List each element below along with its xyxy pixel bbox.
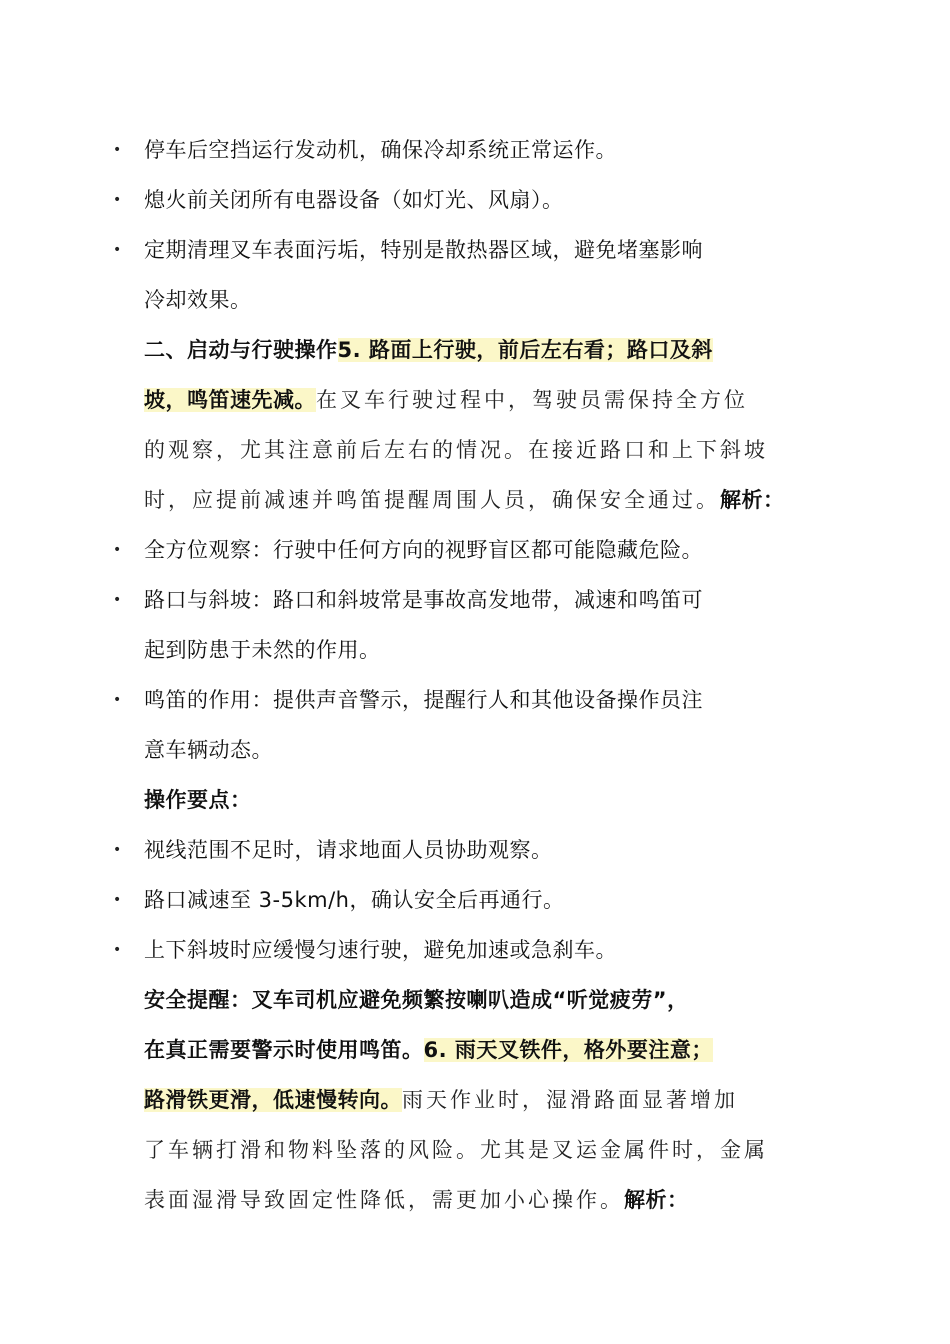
rule-6-highlight: 6. 雨天叉铁件，格外要注意；: [423, 1038, 713, 1062]
paragraph-text: 的观察，尤其注意前后左右的情况。在接近路口和上下斜坡: [144, 438, 768, 462]
list-item: 熄火前关闭所有电器设备（如灯光、风扇）。: [144, 188, 564, 212]
paragraph-line: [144, 475, 785, 525]
list-item-continuation: 冷却效果。: [144, 288, 252, 312]
rule-6-line: [144, 1075, 738, 1125]
rule-5-highlight-cont: 坡，鸣笛速先减。: [144, 388, 316, 412]
list-item: 鸣笛的作用：提供声音警示，提醒行人和其他设备操作员注: [144, 688, 703, 712]
rule-5-line: [144, 375, 748, 425]
safety-reminder-cont: 在真正需要警示时使用鸣笛。: [144, 1038, 424, 1062]
paragraph-text: 在叉车行驶过程中，驾驶员需保持全方位: [316, 388, 748, 412]
bullet-icon: •: [113, 142, 122, 158]
paragraph-text: 时，应提前减速并鸣笛提醒周围人员，确保安全通过。: [144, 488, 720, 512]
analysis-label: 解析：: [624, 1188, 689, 1212]
bullet-icon: •: [113, 942, 122, 958]
section-heading: 二、启动与行驶操作: [144, 338, 338, 362]
list-item: 定期清理叉车表面污垢，特别是散热器区域，避免堵塞影响: [144, 238, 703, 262]
list-item-continuation: 起到防患于未然的作用。: [144, 638, 381, 662]
list-item-continuation: 意车辆动态。: [144, 738, 273, 762]
list-item: 停车后空挡运行发动机，确保冷却系统正常运作。: [144, 138, 617, 162]
list-item: 视线范围不足时，请求地面人员协助观察。: [144, 838, 553, 862]
paragraph-text: 表面湿滑导致固定性降低，需更加小心操作。: [144, 1188, 624, 1212]
list-item: 路口与斜坡：路口和斜坡常是事故高发地带，减速和鸣笛可: [144, 588, 703, 612]
paragraph-line: [144, 1175, 689, 1225]
bullet-icon: •: [113, 592, 122, 608]
safety-reminder: 安全提醒：叉车司机应避免频繁按喇叭造成“听觉疲劳”，: [144, 988, 689, 1012]
list-item: 路口减速至 3-5km/h，确认安全后再通行。: [144, 888, 565, 912]
bullet-icon: •: [113, 192, 122, 208]
bullet-icon: •: [113, 242, 122, 258]
rule-5-highlight: 5. 路面上行驶，前后左右看；路口及斜: [337, 338, 713, 362]
paragraph-text: 了车辆打滑和物料坠落的风险。尤其是叉运金属件时，金属: [144, 1138, 768, 1162]
bullet-icon: •: [113, 892, 122, 908]
list-item: 全方位观察：行驶中任何方向的视野盲区都可能隐藏危险。: [144, 538, 703, 562]
list-item: 上下斜坡时应缓慢匀速行驶，避免加速或急刹车。: [144, 938, 617, 962]
section-heading-line: [144, 325, 713, 375]
safety-reminder-line: [144, 1025, 713, 1075]
analysis-label: 解析：: [720, 488, 785, 512]
bullet-icon: •: [113, 542, 122, 558]
key-points-label: 操作要点：: [144, 788, 252, 812]
paragraph-text: 雨天作业时，湿滑路面显著增加: [402, 1088, 738, 1112]
bullet-icon: •: [113, 692, 122, 708]
rule-6-highlight-cont: 路滑铁更滑，低速慢转向。: [144, 1088, 402, 1112]
bullet-icon: •: [113, 842, 122, 858]
